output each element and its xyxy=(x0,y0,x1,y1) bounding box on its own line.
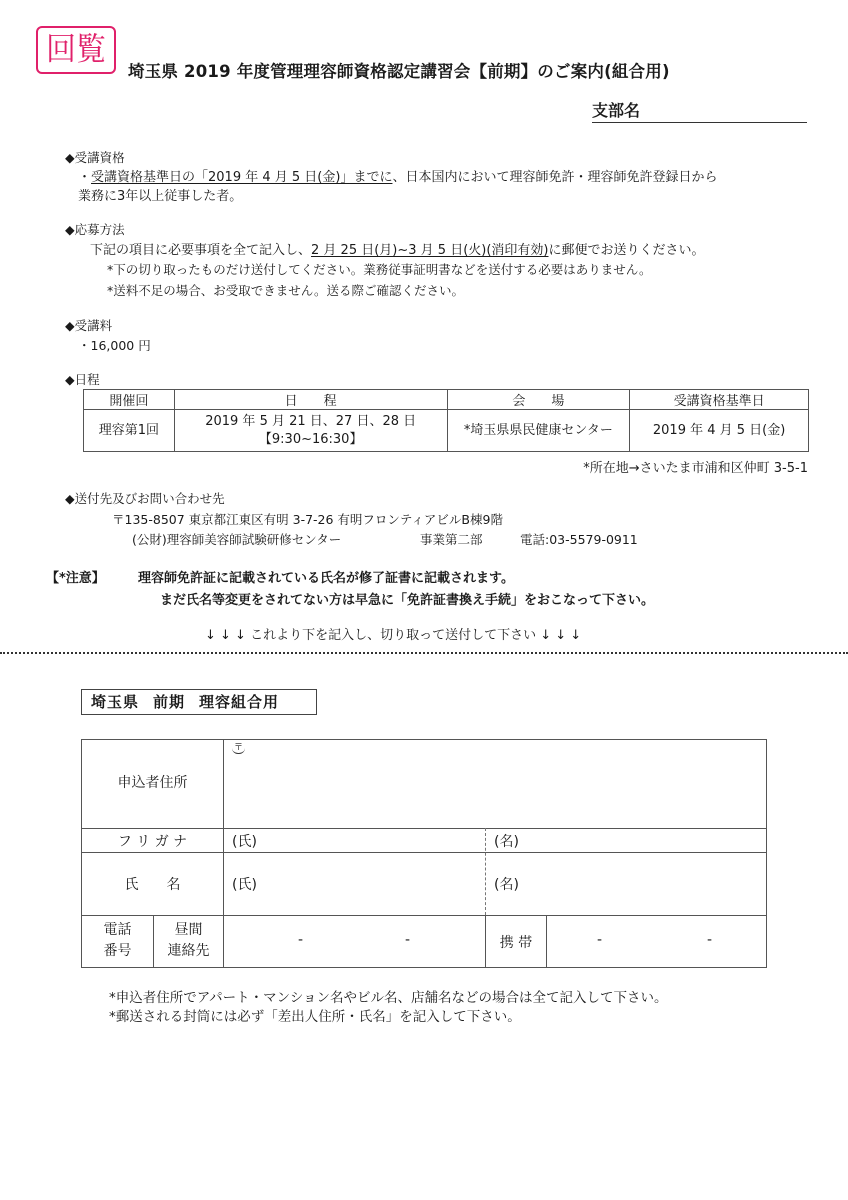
form-tag-term: 前期 xyxy=(153,693,186,711)
venue-cell: *埼玉県県民健康センター xyxy=(447,410,630,452)
caution-label: 【*注意】 xyxy=(46,571,105,586)
contact-heading: ◆送付先及びお問い合わせ先 xyxy=(65,491,225,506)
form-tag-type: 理容組合用 xyxy=(199,693,280,711)
col-venue: 会 場 xyxy=(447,390,630,410)
mobile-dash: - xyxy=(707,932,713,948)
cut-instruction: ↓ ↓ ↓ これより下を記入し、切り取って送付して下さい ↓ ↓ ↓ xyxy=(205,628,582,643)
schedule-table xyxy=(83,389,809,452)
given-name-input[interactable]: (名) xyxy=(494,877,519,893)
caution-line-1: 理容師免許証に記載されている氏名が修了証書に記載されます。 xyxy=(138,571,514,586)
document-title: 埼玉県 2019 年度管理理容師資格認定講習会【前期】のご案内(組合用) xyxy=(128,62,670,81)
daytime-label-line2: 連絡先 xyxy=(167,943,210,959)
footnote: *申込者住所でアパート・マンション名やビル名、店舗名などの場合は全て記入して下さい。 xyxy=(109,990,668,1006)
application-line1 xyxy=(90,239,705,258)
form-tag xyxy=(81,689,317,715)
dates-cell xyxy=(174,410,447,452)
application-note-2: *送料不足の場合、お受取できません。送る際ご確認ください。 xyxy=(107,283,465,298)
application-heading: ◆応募方法 xyxy=(65,222,125,237)
application-note-1: *下の切り取ったものだけ送付してください。業務従事証明書などを送付する必要はありません。 xyxy=(107,262,652,277)
mobile-phone-input[interactable] xyxy=(547,916,767,968)
schedule-row xyxy=(84,410,809,452)
location-note: *所在地→さいたま市浦和区仲町 3-5-1 xyxy=(583,461,808,476)
fee-value: ・16,000 円 xyxy=(78,338,151,353)
col-dates: 日 程 xyxy=(174,390,447,410)
mobile-dash: - xyxy=(597,932,603,948)
phone-label-line1: 電話 xyxy=(103,922,132,938)
eligibility-line2: 業務に3年以上従事した者。 xyxy=(78,189,243,204)
name-split-divider xyxy=(485,828,486,915)
application-form xyxy=(81,739,767,968)
name-label: 氏 名 xyxy=(124,877,181,893)
address-input[interactable] xyxy=(224,741,767,827)
stamp-text: 回覧 xyxy=(46,31,106,68)
session-cell: 理容第1回 xyxy=(84,410,175,452)
eligibility-line1 xyxy=(78,166,717,185)
col-base-date: 受講資格基準日 xyxy=(630,390,809,410)
application-text-post: に郵便でお送りください。 xyxy=(548,243,705,258)
daytime-phone-input[interactable] xyxy=(224,916,485,968)
row-divider xyxy=(82,852,766,853)
daytime-label xyxy=(154,920,223,962)
daytime-label-line1: 昼間 xyxy=(174,922,203,938)
dates-text: 2019 年 5 月 21 日、27 日、28 日 xyxy=(205,413,417,429)
schedule-heading: ◆日程 xyxy=(65,372,100,387)
eligibility-rest: 、日本国内において理容師免許・理容師免許登録日から xyxy=(392,170,718,185)
col-session: 開催回 xyxy=(84,390,175,410)
schedule-header-row xyxy=(84,390,809,410)
phone-label-line2: 番号 xyxy=(103,943,132,959)
bullet: ・ xyxy=(78,170,92,185)
furigana-label: フ リ ガ ナ xyxy=(117,834,188,850)
contact-address: 〒135-8507 東京都江東区有明 3-7-26 有明フロンティアビルB棟9階 xyxy=(112,512,503,527)
fee-heading: ◆受講料 xyxy=(65,318,113,333)
footnote: *郵送される封筒には必ず「差出人住所・氏名」を記入して下さい。 xyxy=(109,1009,521,1025)
contact-org: (公財)理容師美容師試験研修センター xyxy=(132,532,342,547)
base-date-cell: 2019 年 4 月 5 日(金) xyxy=(630,410,809,452)
furigana-surname-input[interactable]: (氏) xyxy=(232,834,257,850)
row-divider xyxy=(82,828,766,829)
contact-phone: 電話:03-5579-0911 xyxy=(520,532,638,547)
address-label: 申込者住所 xyxy=(117,775,188,791)
form-tag-prefecture: 埼玉県 xyxy=(91,693,140,711)
phone-dash: - xyxy=(298,932,304,948)
surname-input[interactable]: (氏) xyxy=(232,877,257,893)
postal-mark-icon: 〒 xyxy=(233,743,243,753)
mobile-label: 携 帯 xyxy=(499,935,533,951)
footnotes xyxy=(109,989,668,1027)
furigana-given-name-input[interactable]: (名) xyxy=(494,834,519,850)
application-period: 2 月 25 日(月)~3 月 5 日(火)(消印有効) xyxy=(311,243,549,258)
phone-label xyxy=(82,920,153,962)
cut-line xyxy=(0,652,848,654)
phone-dash: - xyxy=(405,932,411,948)
eligibility-underlined: 受講資格基準日の「2019 年 4 月 5 日(金)」までに xyxy=(91,170,393,185)
eligibility-heading: ◆受講資格 xyxy=(65,150,125,165)
application-text-pre: 下記の項目に必要事項を全て記入し、 xyxy=(90,243,312,258)
contact-dept: 事業第二部 xyxy=(420,532,483,547)
branch-name-field[interactable]: 支部名 xyxy=(592,98,807,123)
circulation-stamp xyxy=(36,26,116,74)
caution-line-2: まだ氏名等変更をされてない方は早急に「免許証書換え手続」をおこなって下さい。 xyxy=(160,593,655,608)
time-text: 【9:30~16:30】 xyxy=(258,431,363,447)
